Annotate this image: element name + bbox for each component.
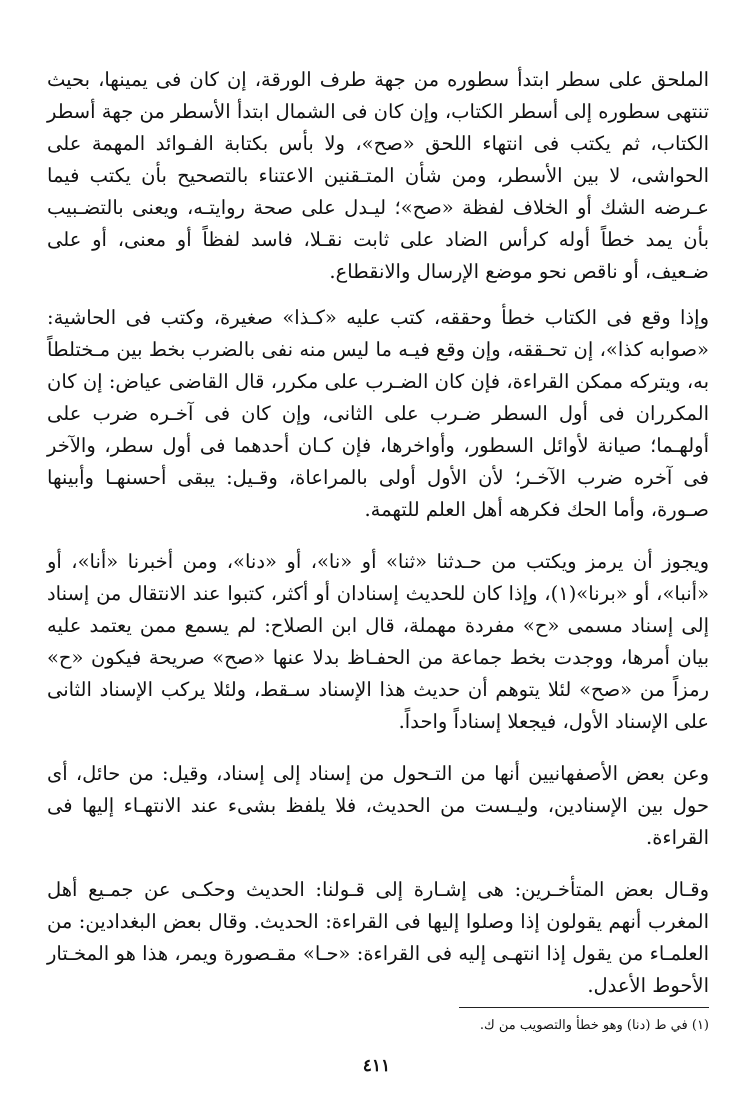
page-body [47,64,709,1022]
paragraph-4: وعن بعض الأصفهانيين أنها من التـحول من إسناد إلى إسناد، وقيل: من حائل، أى حول بين الإسنادين، وليـست من الحديث، فلا يلفظ بشىء عند الانتهـاء إليها فى القراءة. [47,762,709,849]
footnote: (١) في ط (دنا) وهو خطأ والتصويب من ك. [479,1018,709,1033]
paragraph-1: الملحق على سطر ابتدأ سطوره من جهة طرف الورقة، إن كان فى يمينها، بحيث تنتهى سطوره إلى أسطر الكتاب، وإن كان فى الشمال ابتدأ الأسطر من جهة أسطر الكتاب، ثم يكتب فى انتهاء اللحق «صح»، ولا بأس بكتابة الفـوائد المهمة على الحواشى، لا بين الأسطر، ومن شأن المتـقنين الاعتناء بالتصحيح بأن يكتب فيما عـرضه الشك أو الخلاف لفظة «صح»؛ ليـدل على صحة روايتـه، ويعنى بالتضـبيب بأن يمد خطاً أوله كرأس الضاد على ثابت نقـلا، فاسد لفظاً أو معنى، أو على ضـعيف، أو ناقص نحو موضع الإرسال والانقطاع. [47,68,709,283]
paragraph-3: ويجوز أن يرمز ويكتب من حـدثنا «ثنا» أو «نا»، أو «دنا»، ومن أخبرنا «أنا»، أو «أنبا»، أو «برنا»(١)، وإذا كان للحديث إسنادان أو أكثر، كتبوا عند الانتقال من إسناد إلى إسناد مسمى «ح» مفردة مهملة، قال ابن الصلاح: لم يسمع ممن يعتمد عليه بيان أمرها، ووجدت بخط جماعة من الحفـاظ بدلا عنها «صح» صريحة فيكون «ح» رمزاً من «صح» لئلا يتوهم أن حديث هذا الإسناد سـقط، ولئلا يركب الإسناد الثانى على الإسناد الأول، فيجعلا إسناداً واحداً. [47,550,709,733]
paragraph-2: وإذا وقع فى الكتاب خطأ وحققه، كتب عليه «كـذا» صغيرة، وكتب فى الحاشية: «صوابه كذا»، إن تحـققه، وإن وقع فيـه ما ليس منه نفى بالضرب بخط بين مـختلطاً به، ويتركه ممكن القراءة، فإن كان الضـرب على مكرر، قال القاضى عياض: إن كان المكرران فى أول السطر ضـرب على الثانى، وإن كان فى آخـره ضرب على أولهـما؛ صيانة لأوائل السطور، وأواخرها، فإن كـان أحدهما فى أول سطر، والآخر فى آخره ضرب الآخـر؛ لأن الأول أولى بالمراعاة، وقـيل: يبقى أحسنهـا وأبينها صـورة، وأما الحك فكرهه أهل العلم للتهمة. [47,306,709,521]
page-number: ٤١١ [362,1056,391,1076]
footnote-divider [459,1007,709,1008]
paragraph-5: وقـال بعض المتأخـرين: هى إشـارة إلى قـولنا: الحديث وحكـى عن جمـيع أهل المغرب أنهم يقولون إذا وصلوا إليها فى القراءة: الحديث. وقال بعض البغدادين: من العلمـاء من يقول إذا انتهـى إليه فى القراءة: «حـا» مقـصورة ويمر، هذا هو المخـتار الأحوط الأعدل. [47,878,709,997]
